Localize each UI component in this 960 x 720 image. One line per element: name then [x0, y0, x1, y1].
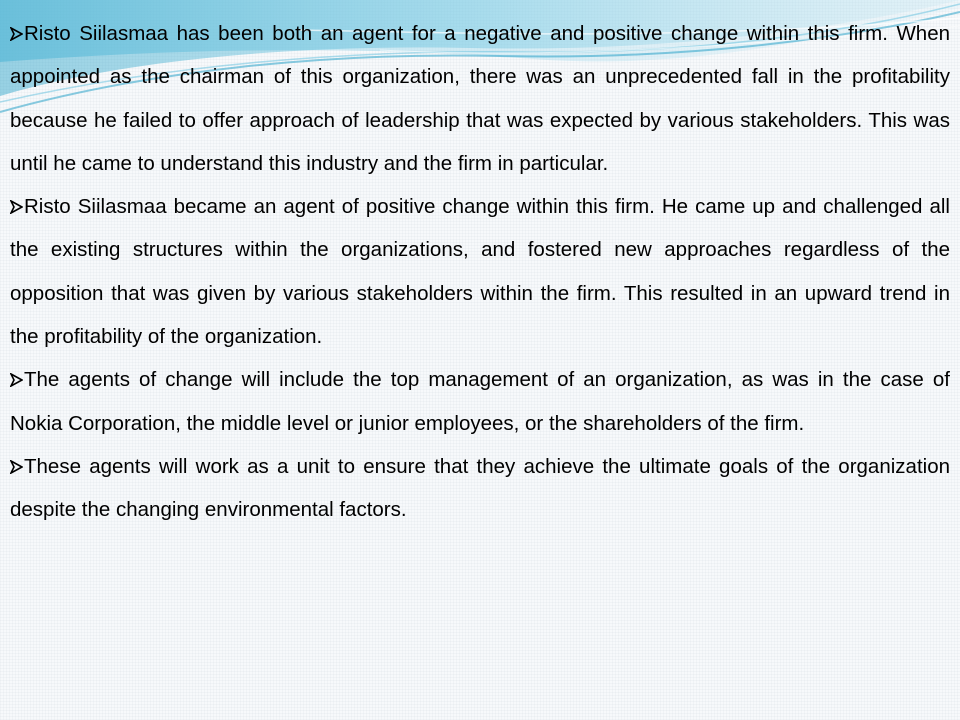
- slide-body: [10, 12, 950, 532]
- bullet-text: The agents of change will include the top management of an organization, as was in the case of Nokia Corporation, the middle level or junior employees, or the shareholders of the firm.: [10, 368, 950, 435]
- arrow-bullet-icon: [10, 27, 23, 41]
- bullet-3: [10, 358, 950, 445]
- arrow-bullet-icon: [10, 460, 23, 474]
- bullet-text: Risto Siilasmaa has been both an agent for a negative and positive change within this firm. When appointed as the chairman of this organization, there was an unprecedented fall in the profitability because he failed to offer approach of leadership that was expected by various stakeholders. This was until he came to understand this industry and the firm in particular.: [10, 22, 950, 175]
- bullet-1: [10, 12, 950, 185]
- bullet-4: [10, 445, 950, 532]
- arrow-bullet-icon: [10, 200, 23, 214]
- bullet-text: These agents will work as a unit to ensure that they achieve the ultimate goals of the organization despite the changing environmental factors.: [10, 454, 950, 522]
- bullet-text: Risto Siilasmaa became an agent of positive change within this firm. He came up and challenged all the existing structures within the organizations, and fostered new approaches regardless of the opposition that was given by various stakeholders within the firm. This resulted in an upward trend in the profitability of the organization.: [10, 195, 950, 349]
- arrow-bullet-icon: [10, 373, 23, 387]
- bullet-2: [10, 185, 950, 358]
